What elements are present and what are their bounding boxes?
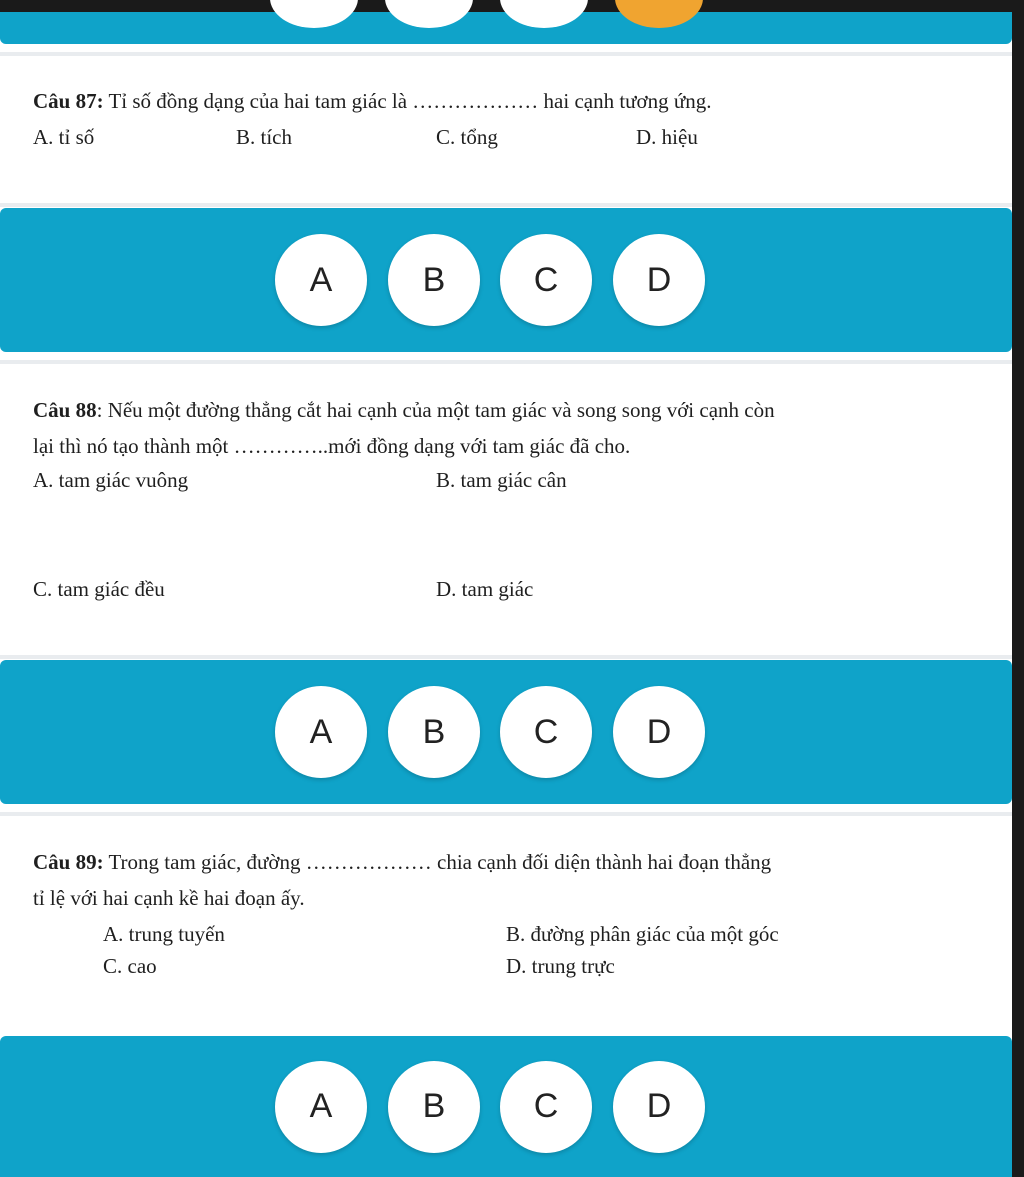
answer-panel-89 xyxy=(0,1036,1012,1177)
question-text-line-2: lại thì nó tạo thành một …………..mới đồng dạng với tam giác đã cho. xyxy=(33,434,631,458)
option-a: A. tỉ số xyxy=(33,125,95,149)
option-d: D. tam giác xyxy=(436,577,534,601)
answer-d-button[interactable]: D xyxy=(613,234,705,326)
divider xyxy=(0,203,1012,207)
answer-panel-88 xyxy=(0,660,1012,804)
answer-b-button[interactable]: B xyxy=(388,686,480,778)
answer-b-button[interactable]: B xyxy=(388,1061,480,1153)
option-b: B. tam giác cân xyxy=(436,468,567,492)
answer-button-peek[interactable] xyxy=(500,0,588,28)
answer-button-peek[interactable] xyxy=(270,0,358,28)
answer-panel-87 xyxy=(0,208,1012,352)
question-text: Câu 88: Nếu một đường thẳng cắt hai cạnh của một tam giác và song song với cạnh còn xyxy=(33,398,775,422)
answer-c-button[interactable]: C xyxy=(500,1061,592,1153)
option-c: C. tam giác đều xyxy=(33,577,165,601)
screen-edge xyxy=(1012,0,1024,1177)
divider xyxy=(0,52,1012,56)
option-b: B. đường phân giác của một góc xyxy=(506,922,779,946)
option-b: B. tích xyxy=(236,125,292,149)
question-text-line-2: tỉ lệ với hai cạnh kề hai đoạn ấy. xyxy=(33,886,305,910)
question-number: Câu 87: xyxy=(33,89,104,113)
answer-b-button[interactable]: B xyxy=(388,234,480,326)
answer-c-button[interactable]: C xyxy=(500,686,592,778)
option-a: A. trung tuyến xyxy=(103,922,225,946)
question-number: Câu 88 xyxy=(33,398,97,422)
option-c: C. tổng xyxy=(436,125,498,149)
answer-d-button[interactable]: D xyxy=(613,686,705,778)
option-a: A. tam giác vuông xyxy=(33,468,189,492)
answer-a-button[interactable]: A xyxy=(275,234,367,326)
question-text: Câu 89: Trong tam giác, đường ……………… chia cạnh đối diện thành hai đoạn thẳng xyxy=(33,850,772,874)
option-d: D. hiệu xyxy=(636,125,698,149)
divider xyxy=(0,360,1012,364)
answer-d-button[interactable]: D xyxy=(613,1061,705,1153)
answer-a-button[interactable]: A xyxy=(275,1061,367,1153)
previous-answer-panel xyxy=(0,12,1012,44)
answer-a-button[interactable]: A xyxy=(275,686,367,778)
option-d: D. trung trực xyxy=(506,954,615,978)
answer-button-peek-selected[interactable] xyxy=(615,0,703,28)
divider xyxy=(0,812,1012,816)
question-number: Câu 89: xyxy=(33,850,104,874)
answer-c-button[interactable]: C xyxy=(500,234,592,326)
question-text: Câu 87: Tỉ số đồng dạng của hai tam giác là ……………… hai cạnh tương ứng. xyxy=(33,89,712,113)
answer-button-peek[interactable] xyxy=(385,0,473,28)
option-c: C. cao xyxy=(103,954,157,978)
divider xyxy=(0,655,1012,659)
